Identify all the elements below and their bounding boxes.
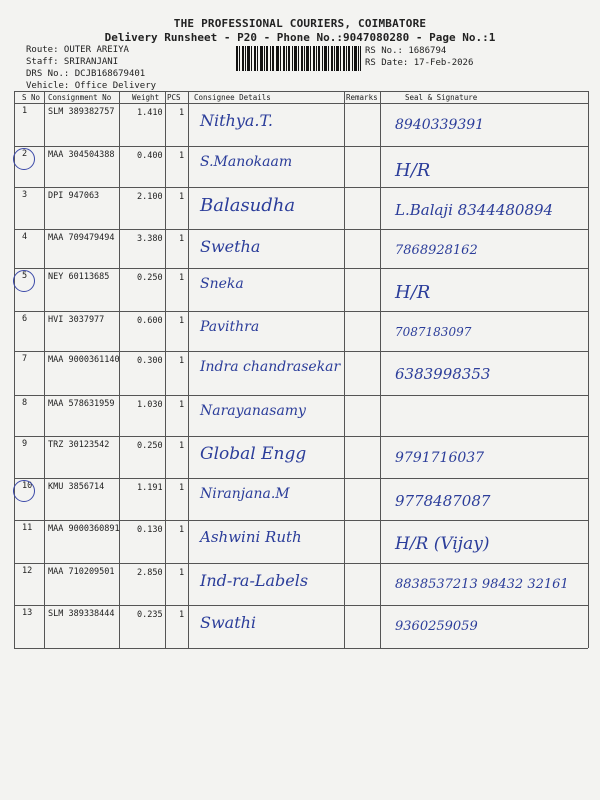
row-consignee-name: Ashwini Ruth [200, 528, 302, 546]
company-title: THE PROFESSIONAL COURIERS, COIMBATORE [173, 17, 427, 30]
table-top-border [14, 91, 588, 92]
row-divider [14, 351, 588, 352]
row-consignment-no: MAA 710209501 [48, 567, 115, 577]
drs-line: DRS No.: DCJB168679401 [26, 69, 146, 79]
row-consignee-name: Narayanasamy [200, 403, 306, 419]
row-signature: H/R [395, 282, 431, 303]
row-consignee-name: Swetha [200, 237, 261, 256]
row-divider [14, 187, 588, 188]
row-weight: 0.300 [137, 356, 163, 366]
header-consignee: Consignee Details [194, 93, 271, 102]
row-consignee-name: Indra chandrasekar [200, 359, 341, 375]
row-pcs: 1 [179, 192, 185, 202]
column-divider [119, 91, 120, 648]
row-weight: 2.100 [137, 192, 163, 202]
row-weight: 0.250 [137, 441, 163, 451]
row-divider [14, 605, 588, 606]
row-pcs: 1 [179, 234, 185, 244]
row-pcs: 1 [179, 483, 185, 493]
row-pcs: 1 [179, 441, 185, 451]
header-remarks: Remarks [346, 93, 378, 102]
row-signature: H/R (Vijay) [395, 534, 490, 554]
column-divider [344, 91, 345, 648]
row-weight: 1.191 [137, 483, 163, 493]
row-pcs: 1 [179, 525, 185, 535]
row-consignment-no: MAA 709479494 [48, 233, 115, 243]
barcode-image [236, 46, 361, 71]
row-signature: 7087183097 [395, 325, 472, 339]
row-circle-mark [13, 148, 35, 170]
row-signature: 6383998353 [395, 365, 491, 383]
row-consignment-no: KMU 3856714 [48, 482, 105, 492]
row-consignment-no: HVI 3037977 [48, 315, 105, 325]
row-divider [14, 229, 588, 230]
row-consignment-no: SLM 389382757 [48, 107, 115, 117]
row-weight: 0.250 [137, 273, 163, 283]
row-divider [14, 395, 588, 396]
row-weight: 2.850 [137, 568, 163, 578]
column-divider [188, 91, 189, 648]
row-pcs: 1 [179, 108, 185, 118]
row-consignment-no: DPI 947063 [48, 191, 100, 201]
column-divider [44, 91, 45, 648]
row-signature: 9778487087 [395, 492, 491, 510]
row-consignee-name: Nithya.T. [200, 111, 273, 130]
row-consignee-name: Ind-ra-Labels [200, 571, 309, 590]
row-pcs: 1 [179, 151, 185, 161]
row-sno: 12 [22, 566, 33, 576]
column-divider [588, 91, 589, 648]
row-sno: 9 [22, 439, 28, 449]
meta-left [26, 44, 156, 92]
row-consignment-no: NEY 60113685 [48, 272, 110, 282]
header-consignment: Consignment No [48, 93, 112, 102]
column-divider [165, 91, 166, 648]
row-consignee-name: Niranjana.M [200, 486, 290, 502]
row-weight: 0.600 [137, 316, 163, 326]
runsheet-subtitle: Delivery Runsheet - P20 - Phone No.:9047080280 - Page No.:1 [104, 31, 496, 44]
row-signature: H/R [395, 160, 431, 181]
row-consignment-no: SLM 389338444 [48, 609, 115, 619]
vehicle-line: Vehicle: Office Delivery [26, 81, 157, 91]
row-divider [14, 563, 588, 564]
row-pcs: 1 [179, 400, 185, 410]
row-weight: 1.410 [137, 108, 163, 118]
row-consignee-name: Balasudha [200, 195, 296, 216]
row-consignment-no: MAA 9000361140 [48, 355, 120, 365]
row-divider [14, 520, 588, 521]
row-signature: 8838537213 98432 32161 [395, 577, 569, 592]
row-signature: L.Balaji 8344480894 [395, 201, 554, 219]
row-sno: 5 [22, 271, 28, 281]
row-weight: 1.030 [137, 400, 163, 410]
row-divider [14, 478, 588, 479]
header-sno: S No [22, 93, 41, 102]
row-pcs: 1 [179, 273, 185, 283]
row-pcs: 1 [179, 610, 185, 620]
row-consignment-no: MAA 578631959 [48, 399, 115, 409]
row-sno: 7 [22, 354, 28, 364]
row-weight: 0.400 [137, 151, 163, 161]
header-seal: Seal & Signature [405, 93, 478, 102]
row-consignee-name: Global Engg [200, 444, 307, 464]
row-circle-mark [13, 270, 35, 292]
row-signature: 9360259059 [395, 619, 478, 634]
row-sno: 13 [22, 608, 33, 618]
row-divider [14, 648, 588, 649]
row-weight: 0.130 [137, 525, 163, 535]
row-divider [14, 268, 588, 269]
meta-right [365, 45, 473, 69]
row-consignee-name: Sneka [200, 276, 244, 292]
row-signature: 7868928162 [395, 243, 478, 258]
row-consignment-no: MAA 9000360891 [48, 524, 120, 534]
row-weight: 3.380 [137, 234, 163, 244]
row-consignee-name: Swathi [200, 613, 257, 632]
row-signature: 9791716037 [395, 450, 485, 466]
staff-line: Staff: SRIRANJANI [26, 57, 119, 67]
row-signature: 8940339391 [395, 117, 485, 133]
row-sno: 11 [22, 523, 33, 533]
row-sno: 6 [22, 314, 28, 324]
row-consignee-name: Pavithra [200, 319, 260, 335]
row-sno: 4 [22, 232, 28, 242]
row-circle-mark [13, 480, 35, 502]
row-pcs: 1 [179, 568, 185, 578]
route-line: Route: OUTER AREIYA [26, 45, 129, 55]
row-sno: 2 [22, 149, 28, 159]
row-consignment-no: TRZ 30123542 [48, 440, 110, 450]
row-sno: 3 [22, 190, 28, 200]
rs-no-line: RS No.: 1686794 [365, 46, 447, 56]
row-divider [14, 311, 588, 312]
row-divider [14, 146, 588, 147]
column-divider [14, 91, 15, 648]
row-consignee-name: S.Manokaam [200, 154, 293, 170]
row-sno: 1 [22, 106, 28, 116]
row-pcs: 1 [179, 316, 185, 326]
row-sno: 10 [22, 481, 33, 491]
row-consignment-no: MAA 304504388 [48, 150, 115, 160]
column-divider [380, 91, 381, 648]
row-pcs: 1 [179, 356, 185, 366]
row-weight: 0.235 [137, 610, 163, 620]
row-divider [14, 436, 588, 437]
header-weight: Weight [132, 93, 160, 102]
header-pcs: PCS [167, 93, 181, 102]
header-bottom-border [14, 103, 588, 104]
rs-date-line: RS Date: 17-Feb-2026 [365, 58, 474, 68]
row-sno: 8 [22, 398, 28, 408]
